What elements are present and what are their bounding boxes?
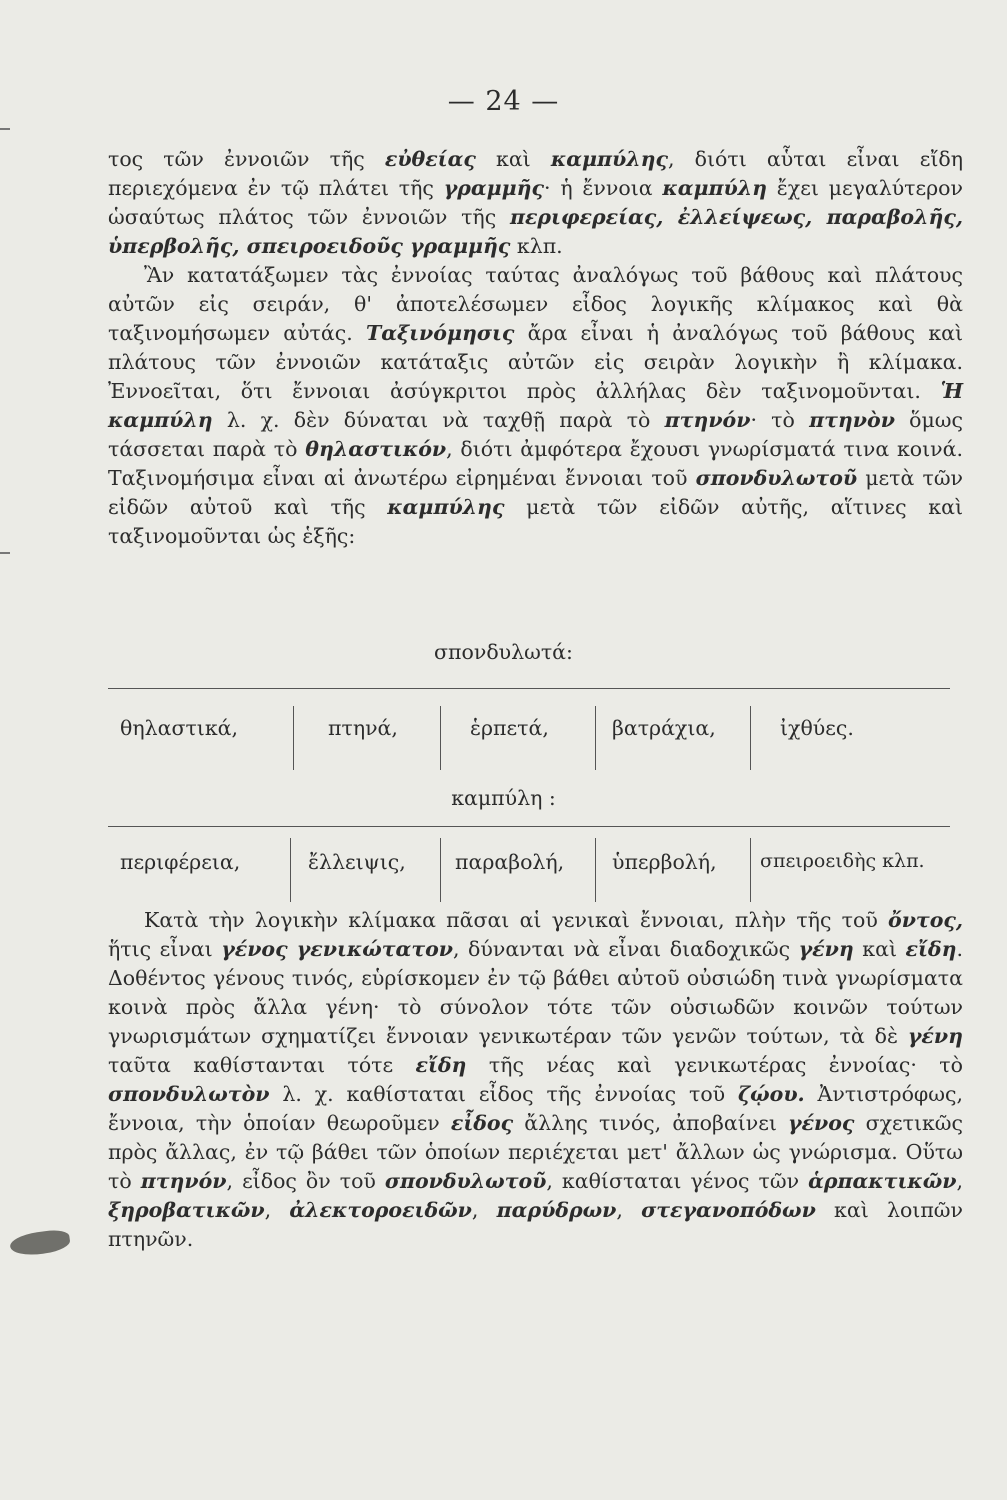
emphasized-term: γένη [798, 937, 854, 961]
emphasized-term: πτηνὸν [809, 408, 895, 432]
text-run: ἔχει μεγαλύτερον ὡσαύτως πλάτος τῶν ἐννοιῶν τῆς [108, 176, 963, 229]
emphasized-term: σπονδυλωτοῦ [384, 1169, 547, 1193]
text-run: σχετικῶς πρὸς ἄλλας, ἐν τῷ βάθει τῶν ὁποίων περιέχεται μετ' ἄλλων ὡς γνώρισμα. Οὕτω τὸ [108, 1111, 963, 1193]
text-run: ταῦτα καθίστανται τότε [108, 1053, 416, 1077]
emphasized-term: ζῴου. [737, 1082, 805, 1106]
text-run: . Δοθέντος γένους τινός, εὑρίσκομεν ἐν τῷ βάθει αὐτοῦ οὐσιώδη τινὰ γνωρίσματα κοινὰ πρὸς ἄλλα γένη· τὸ σύνολον τότε τῶν οὐσιωδῶν κοινῶν τούτων γνωρισμάτων σχηματίζει ἔννοιαν γενικωτέραν τῶν γενῶν τούτων, τὰ δὲ [108, 937, 964, 1048]
emphasized-term: πτηνόν [140, 1169, 227, 1193]
text-run: Ἀντιστρόφως, ἔννοια, τὴν ὁποίαν θεωροῦμεν [108, 1082, 963, 1135]
text-run: ἄρα εἶναι ἡ ἀναλόγως τοῦ βάθους καὶ πλάτους τῶν ἐννοιῶν κατάταξις αὐτῶν εἰς σειρὰν λογικὴν ἢ κλίμακα. Ἐννοεῖται, ὅτι ἔννοιαι ἀσύγκριτοι πρὸς ἀλλήλας δὲν ταξινομοῦνται. [108, 321, 964, 403]
scale-separator [595, 706, 596, 770]
text-run: , [471, 1198, 497, 1222]
emphasized-term: γένος γενικώτατον [221, 937, 454, 961]
emphasized-term: εἶδος [450, 1111, 514, 1135]
scan-edge-mark [0, 128, 10, 130]
emphasized-term: ἀλεκτοροειδῶν [289, 1198, 472, 1222]
emphasized-term: Ταξινόμησις [365, 321, 515, 345]
text-run: καὶ [853, 937, 906, 961]
emphasized-term: Ἡ καμπύλη [108, 379, 963, 432]
text-run: Κατὰ τὴν λογικὴν κλίμακα πᾶσαι αἱ γενικαὶ ἔννοιαι, πλὴν τῆς τοῦ [144, 908, 889, 932]
emphasized-term: καμπύλης [550, 147, 668, 171]
emphasized-term: καμπύλης [387, 495, 505, 519]
text-run: · ἡ ἔννοια [544, 176, 663, 200]
text-run: μετὰ τῶν εἰδῶν αὐτῆς, αἵτινες καὶ ταξινομοῦνται ὡς ἑξῆς: [108, 495, 963, 548]
scale-heading-curve: καμπύλη : [451, 786, 556, 810]
scale-separator [293, 706, 294, 770]
text-run: , [956, 1169, 963, 1193]
scale-item: βατράχια, [612, 716, 716, 740]
text-run: , [616, 1198, 642, 1222]
text-run: , εἶδος ὂν τοῦ [226, 1169, 385, 1193]
paragraph-2 [108, 906, 963, 1254]
text-run: μετὰ τῶν εἰδῶν αὐτοῦ καὶ τῆς [108, 466, 963, 519]
scale-item: σπειροειδὴς κλπ. [760, 850, 925, 872]
scale-separator [440, 706, 441, 770]
scale-item: ἔλλειψις, [308, 850, 406, 874]
emphasized-term: ἁρπακτικῶν [808, 1169, 957, 1193]
text-run: κλπ. [510, 234, 563, 258]
emphasized-term: στεγανοπόδων [641, 1198, 816, 1222]
text-run: λ. χ. καθίσταται εἶδος τῆς ἐννοίας τοῦ [269, 1082, 738, 1106]
emphasized-term: σπονδυλωτὸν [108, 1082, 270, 1106]
emphasized-term: ξηροβατικῶν [108, 1198, 265, 1222]
emphasized-term: παρύδρων [496, 1198, 617, 1222]
scale-separator [750, 838, 751, 902]
scale-separator [440, 838, 441, 902]
emphasized-term: γένη [907, 1024, 963, 1048]
scale-divider [108, 688, 950, 689]
emphasized-term: θηλαστικόν [305, 437, 447, 461]
text-run: λ. χ. δὲν δύναται νὰ ταχθῇ παρὰ τὸ [212, 408, 665, 432]
emphasized-term: καμπύλη [662, 176, 768, 200]
scale-separator [750, 706, 751, 770]
emphasized-term: σπονδυλωτοῦ [695, 466, 858, 490]
text-run: , διότι αὗται εἶναι εἴδη περιεχόμενα ἐν τῷ πλάτει τῆς [108, 147, 963, 200]
text-run: τος τῶν ἐννοιῶν τῆς [108, 147, 385, 171]
emphasized-term: εἴδη [415, 1053, 467, 1077]
scale-item: περιφέρεια, [120, 850, 241, 874]
text-run: , δύνανται νὰ εἶναι διαδοχικῶς [453, 937, 799, 961]
text-run: Ἂν κατατάξωμεν τὰς ἐννοίας ταύτας ἀναλόγως τοῦ βάθους καὶ πλάτους αὐτῶν εἰς σειράν, θ' ἀποτελέσωμεν εἶδος λογικῆς κλίμακος καὶ θὰ ταξινομήσωμεν αὐτάς. [108, 263, 963, 345]
scale-item: ὑπερβολή, [612, 850, 717, 874]
ink-blot [9, 1228, 71, 1258]
text-run: ἄλλης τινός, ἀποβαίνει [513, 1111, 789, 1135]
text-run: , καθίσταται γένος τῶν [546, 1169, 809, 1193]
emphasized-term: ὄντος, [888, 908, 963, 932]
emphasized-term: εὐθείας [384, 147, 476, 171]
scale-item: πτηνά, [328, 716, 398, 740]
text-run: τῆς νέας καὶ γενικωτέρας ἐννοίας· τὸ [466, 1053, 963, 1077]
paragraph-1 [108, 145, 963, 551]
text-run: ἥτις εἶναι [108, 937, 222, 961]
text-run: καὶ [475, 147, 551, 171]
scale-item: παραβολή, [455, 850, 565, 874]
emphasized-term: γένος [788, 1111, 855, 1135]
page-number: — 24 — [447, 86, 560, 117]
scale-divider [108, 826, 950, 827]
scale-item: ἰχθύες. [780, 716, 854, 740]
emphasized-term: γραμμῆς [443, 176, 545, 200]
emphasized-term: περιφερείας, ἐλλείψεως, παραβολῆς, ὑπερβολῆς, σπειροειδοῦς γραμμῆς [108, 205, 964, 258]
emphasized-term: πτηνόν [664, 408, 751, 432]
text-run: καὶ λοιπῶν πτηνῶν. [108, 1198, 963, 1251]
text-run: , [264, 1198, 290, 1222]
text-run: ὅμως τάσσεται παρὰ τὸ [108, 408, 963, 461]
text-run: · τὸ [750, 408, 810, 432]
scale-separator [290, 838, 291, 902]
scale-heading-vertebrates: σπονδυλωτά: [434, 640, 573, 664]
scale-item: ἑρπετά, [470, 716, 549, 740]
text-run: , διότι ἀμφότερα ἔχουσι γνωρίσματά τινα κοινά. Ταξινομήσιμα εἶναι αἱ ἀνωτέρω εἰρημέναι ἔννοιαι τοῦ [108, 437, 963, 490]
emphasized-term: εἴδη [905, 937, 957, 961]
scale-separator [595, 838, 596, 902]
scan-edge-mark [0, 552, 10, 554]
scale-item: θηλαστικά, [120, 716, 239, 740]
